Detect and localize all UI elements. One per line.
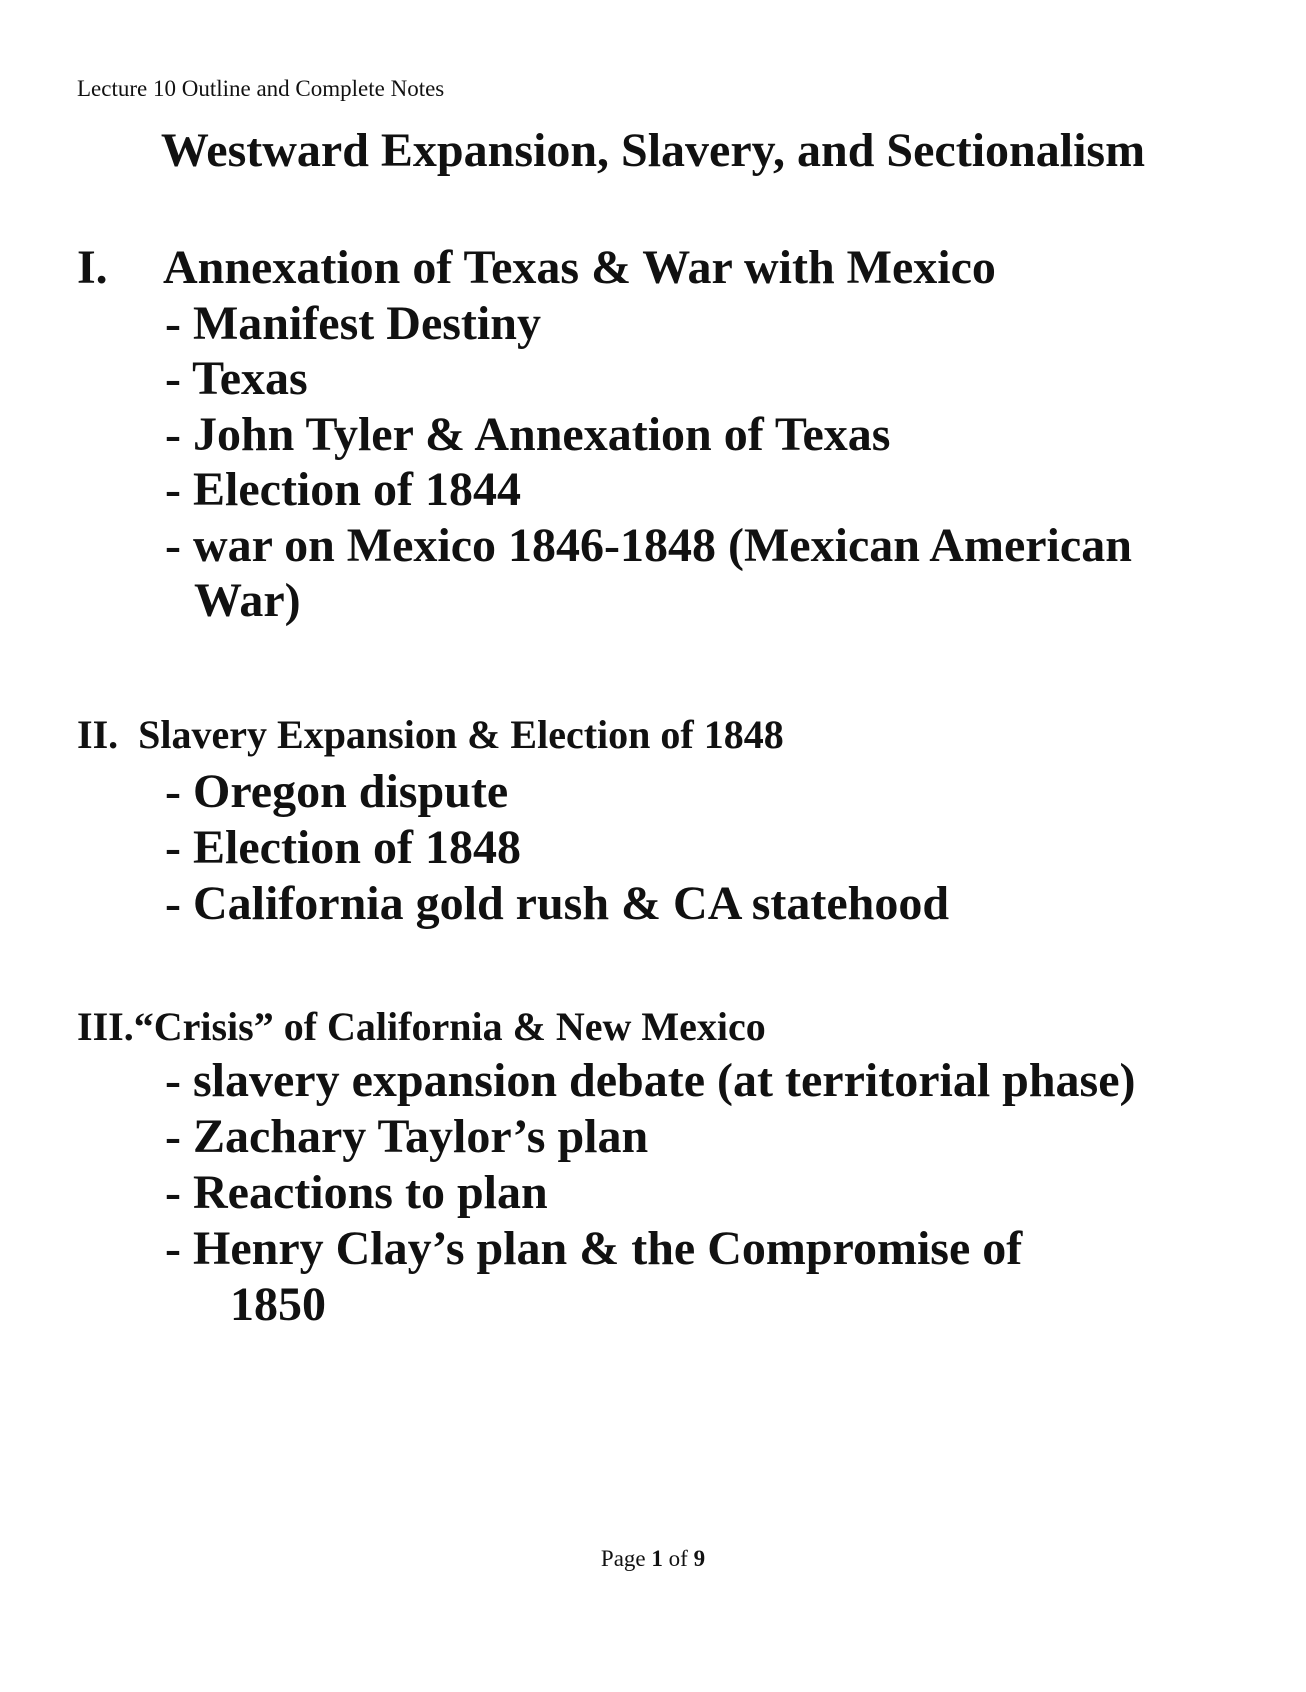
running-header: Lecture 10 Outline and Complete Notes [77,76,445,101]
outline-item: - Election of 1844 [165,463,521,516]
outline-item: - California gold rush & CA statehood [165,877,950,930]
outline-item: - Reactions to plan [165,1166,548,1219]
total-page-count: 9 [693,1546,706,1571]
section-numeral: III. [77,1004,134,1049]
outline-item: - war on Mexico 1846-1848 (Mexican American [165,519,1132,572]
section-heading-text: “Crisis” of California & New Mexico [133,1004,766,1049]
section-heading-2 [77,711,784,758]
outline-item: - Texas [165,352,308,405]
section-heading-text: Annexation of Texas & War with Mexico [163,241,996,294]
page-footer [0,1546,1306,1572]
outline-item: - Zachary Taylor’s plan [165,1110,649,1163]
section-heading-1 [77,240,996,295]
section-numeral: I. [77,241,108,294]
outline-item: - Manifest Destiny [165,297,541,350]
section-numeral: II. [77,712,119,757]
outline-item-continuation: 1850 [230,1278,326,1331]
document-title: Westward Expansion, Slavery, and Sectionalism [160,124,1146,177]
section-heading-3 [77,1003,766,1050]
current-page-number: 1 [651,1546,663,1571]
section-heading-text: Slavery Expansion & Election of 1848 [138,712,784,757]
outline-item: - Election of 1848 [165,821,521,874]
page-word: Page [600,1546,646,1571]
outline-item: - Oregon dispute [165,765,509,818]
outline-item-continuation: War) [194,574,301,627]
of-word: of [668,1546,688,1571]
outline-item: - Henry Clay’s plan & the Compromise of [165,1222,1023,1275]
outline-item: - John Tyler & Annexation of Texas [165,408,891,461]
outline-item: - slavery expansion debate (at territorial phase) [165,1054,1136,1107]
